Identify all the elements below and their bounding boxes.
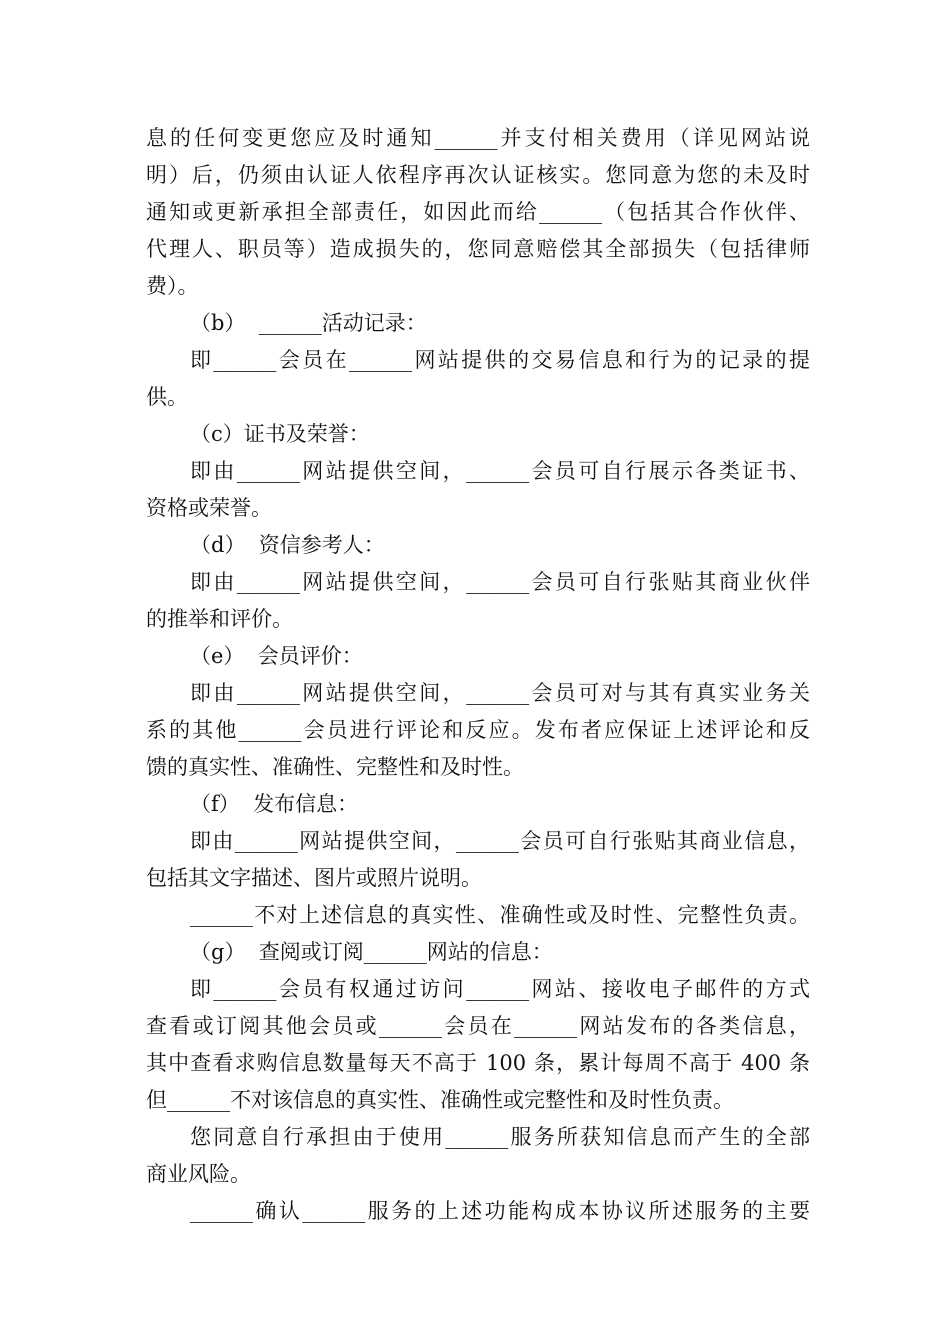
paragraph-line: 您同意自行承担由于使用______服务所获知信息而产生的全部 (190, 1125, 810, 1149)
paragraph-line: 通知或更新承担全部责任，如因此而给______（包括其合作伙伴、 (146, 200, 810, 224)
paragraph-line: 的推举和评价。 (146, 607, 293, 631)
paragraph-line: 代理人、职员等）造成损失的，您同意赔偿其全部损失（包括律师 (146, 237, 810, 261)
document-body (146, 120, 810, 1230)
paragraph-line: 包括其文字描述、图片或照片说明。 (146, 866, 482, 890)
paragraph-line: 馈的真实性、准确性、完整性和及时性。 (146, 755, 524, 779)
paragraph-line: ______确认______服务的上述功能构成本协议所述服务的主要 (190, 1199, 810, 1223)
paragraph-line: 明）后，仍须由认证人依程序再次认证核实。您同意为您的未及时 (146, 163, 810, 187)
paragraph-line: 系的其他______会员进行评论和反应。发布者应保证上述评论和反 (146, 718, 810, 742)
paragraph-line: 即由______网站提供空间，______会员可对与其有真实业务关 (190, 681, 810, 705)
paragraph-line: 息的任何变更您应及时通知______并支付相关费用（详见网站说 (146, 126, 810, 150)
paragraph-line: ______不对上述信息的真实性、准确性或及时性、完整性负责。 (190, 903, 810, 927)
paragraph-line: 资格或荣誉。 (146, 496, 272, 520)
paragraph-line: 商业风险。 (146, 1162, 251, 1186)
paragraph-line: 供。 (146, 385, 188, 409)
paragraph-line: 其中查看求购信息数量每天不高于 100 条，累计每周不高于 400 条 (146, 1051, 810, 1075)
paragraph-line: 即______会员有权通过访问______网站、接收电子邮件的方式 (190, 977, 810, 1001)
section-heading-e: （e） 会员评价： (190, 644, 363, 668)
section-heading-d: （d） 资信参考人： (190, 533, 385, 557)
paragraph-line: 即______会员在______网站提供的交易信息和行为的记录的提 (190, 348, 810, 372)
paragraph-line: 费）。 (146, 274, 199, 298)
section-heading-b: （b） ______活动记录： (190, 311, 427, 335)
paragraph-line: 但______不对该信息的真实性、准确性或完整性和及时性负责。 (146, 1088, 734, 1112)
paragraph-line: 即由______网站提供空间，______会员可自行张贴其商业伙伴 (190, 570, 810, 594)
paragraph-line: 即由______网站提供空间，______会员可自行展示各类证书、 (190, 459, 810, 483)
section-heading-c: （c）证书及荣誉： (190, 422, 370, 446)
paragraph-line: 即由______网站提供空间，______会员可自行张贴其商业信息， (190, 829, 810, 853)
section-heading-g: （g） 查阅或订阅______网站的信息： (190, 940, 553, 964)
section-heading-f: （f） 发布信息： (190, 792, 359, 816)
paragraph-line: 查看或订阅其他会员或______会员在______网站发布的各类信息， (146, 1014, 810, 1038)
